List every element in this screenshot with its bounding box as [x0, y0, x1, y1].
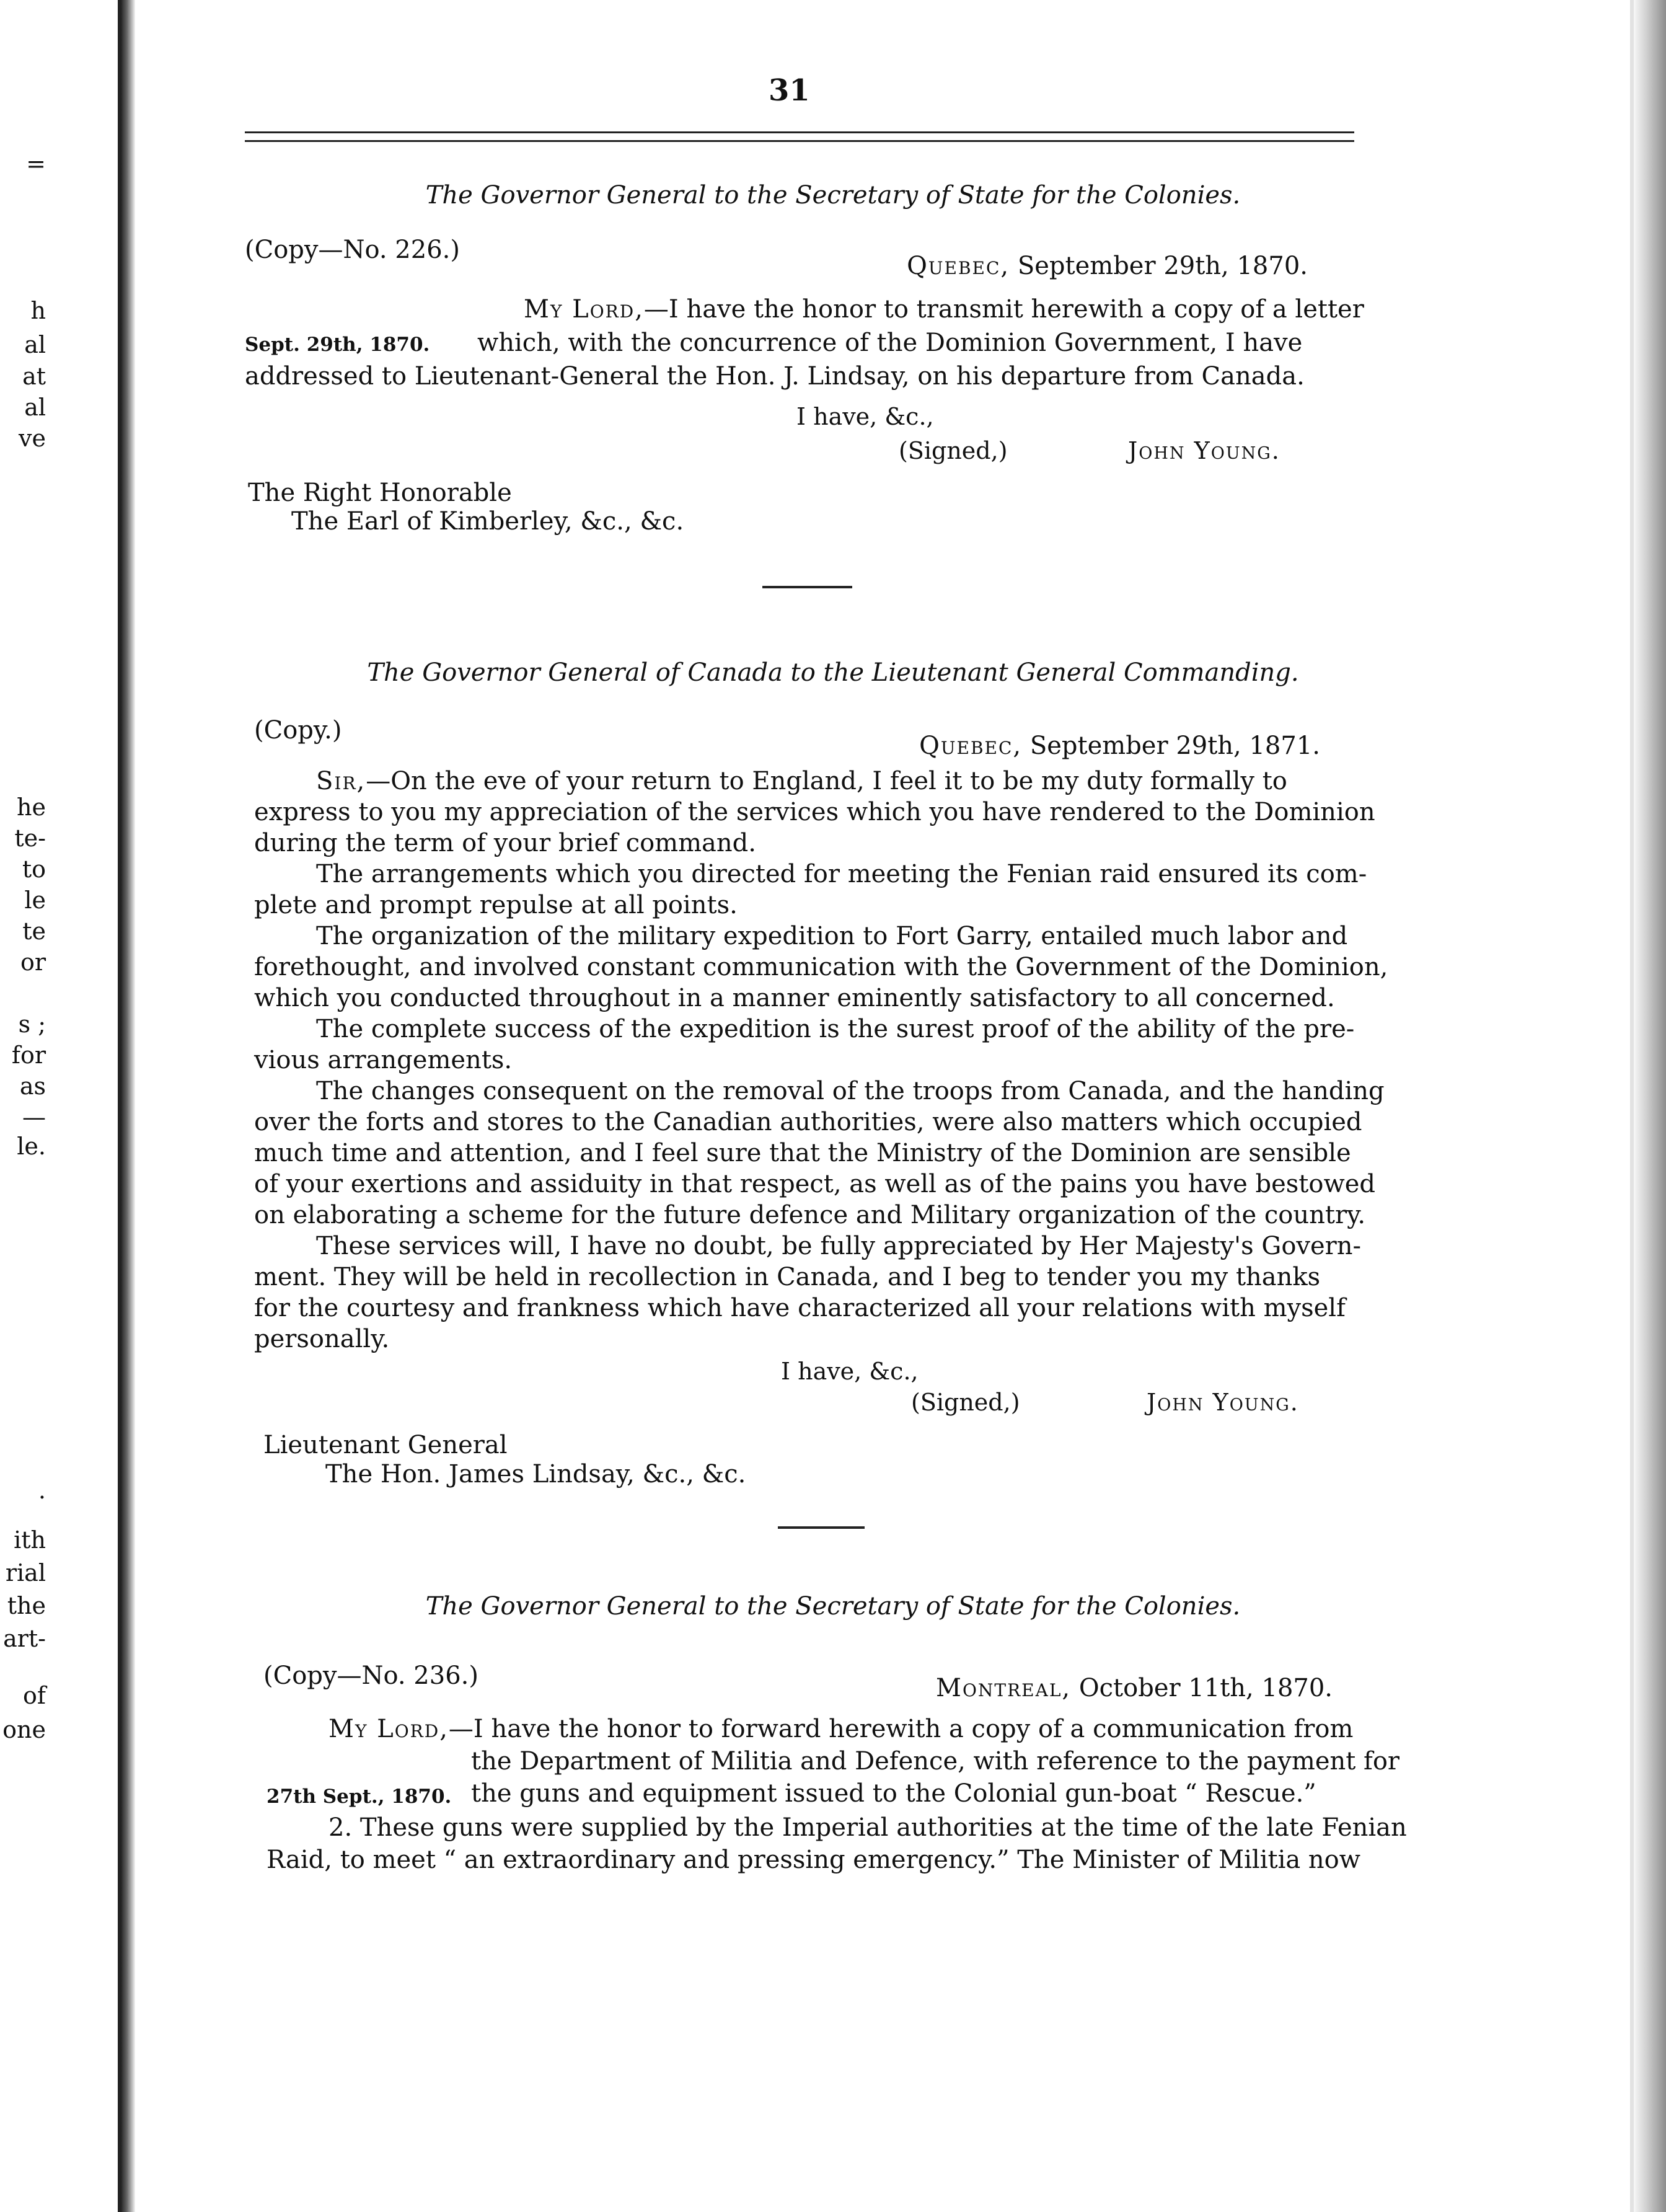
body-line: Raid, to meet “ an extraordinary and pressing emergency.” The Minister of Militia now [267, 1846, 1360, 1874]
body-line: 2. These guns were supplied by the Imperial authorities at the time of the late Fenian [328, 1813, 1407, 1842]
prev-fragment: al [24, 394, 46, 421]
dateline [855, 252, 1308, 280]
body-line [524, 295, 1364, 324]
date-text: September 29th, 1871. [1029, 732, 1320, 760]
body-line: plete and prompt repulse at all points. [254, 891, 738, 919]
letter-heading: The Governor General to the Secretary of State for the Colonies. [425, 1592, 1241, 1621]
body-line: much time and attention, and I feel sure that the Ministry of the Dominion are sensible [254, 1139, 1351, 1167]
body-line: for the courtesy and frankness which have characterized all your relations with myself [254, 1294, 1346, 1322]
body-line: the Department of Militia and Defence, with reference to the payment for [471, 1747, 1400, 1776]
prev-fragment: for [11, 1042, 46, 1069]
prev-fragment: one [2, 1716, 46, 1743]
prev-fragment: te- [14, 825, 46, 852]
page-number: 31 [769, 73, 810, 108]
copy-label: (Copy.) [254, 716, 342, 745]
body-line: of your exertions and assiduity in that respect, as well as of the pains you have bestowed [254, 1170, 1375, 1198]
body-text: —I have the honor to forward herewith a copy of a communication from [448, 1715, 1354, 1743]
prev-fragment: to [22, 856, 46, 883]
body-text: —I have the honor to transmit herewith a copy of a letter [643, 295, 1364, 324]
prev-fragment: = [26, 150, 46, 177]
date-place: Montreal, [936, 1674, 1072, 1702]
addressee: The Earl of Kimberley, &c., &c. [291, 507, 684, 536]
letter-heading: The Governor General to the Secretary of State for the Colonies. [425, 181, 1241, 210]
prev-fragment: . [38, 1477, 46, 1504]
prev-fragment: te [22, 918, 46, 945]
margin-note: 27th Sept., 1870. [267, 1785, 452, 1808]
body-line: The complete success of the expedition is the surest proof of the ability of the pre- [316, 1015, 1355, 1043]
body-line: forethought, and involved constant communication with the Government of the Dominion, [254, 953, 1388, 981]
prev-fragment: as [19, 1073, 46, 1100]
addressee: Lieutenant General [263, 1431, 508, 1459]
header-rule [245, 131, 1354, 133]
signed-label: (Signed,) [899, 437, 1008, 464]
header-rule [245, 140, 1354, 142]
date-place: Quebec, [919, 732, 1023, 760]
body-line: vious arrangements. [254, 1046, 513, 1074]
prev-fragment: or [20, 949, 46, 976]
body-line: These services will, I have no doubt, be fully appreciated by Her Majesty's Govern- [316, 1232, 1362, 1260]
copy-label: (Copy—No. 226.) [245, 236, 460, 264]
body-line: The arrangements which you directed for meeting the Fenian raid ensured its com- [316, 860, 1367, 888]
prev-fragment: al [24, 331, 46, 358]
closing: I have, &c., [796, 403, 934, 430]
body-line: The organization of the military expedition to Fort Garry, entailed much labor and [316, 922, 1348, 950]
body-line: on elaborating a scheme for the future defence and Military organization of the country. [254, 1201, 1366, 1229]
body-line [316, 767, 1287, 795]
body-line: which, with the concurrence of the Dominion Government, I have [477, 329, 1303, 357]
margin-note: Sept. 29th, 1870. [245, 334, 430, 356]
prev-fragment: of [23, 1682, 46, 1709]
addressee: The Right Honorable [248, 479, 512, 507]
body-line: addressed to Lieutenant-General the Hon. J. Lindsay, on his departure from Canada. [245, 362, 1305, 391]
closing: I have, &c., [781, 1358, 919, 1385]
copy-label: (Copy—No. 236.) [263, 1661, 478, 1690]
salutation: My Lord, [328, 1715, 449, 1743]
page-fold-shadow [121, 0, 135, 2212]
body-line: over the forts and stores to the Canadian authorities, were also matters which occupied [254, 1108, 1362, 1136]
prev-fragment: ve [19, 425, 46, 452]
body-text: —On the eve of your return to England, I feel it to be my duty formally to [366, 767, 1287, 795]
body-line: ment. They will be held in recollection in Canada, and I beg to tender you my thanks [254, 1263, 1321, 1291]
prev-fragment: — [22, 1104, 46, 1131]
prev-fragment: le [24, 887, 46, 914]
prev-fragment: s ; [18, 1011, 46, 1038]
date-text: October 11th, 1870. [1078, 1674, 1333, 1702]
date-text: September 29th, 1870. [1017, 252, 1308, 280]
prev-fragment: the [7, 1592, 46, 1619]
signature: John Young. [1147, 1389, 1299, 1416]
salutation: Sir, [316, 767, 366, 795]
section-divider [762, 586, 852, 588]
prev-fragment: art- [3, 1625, 46, 1652]
date-place: Quebec, [907, 252, 1010, 280]
signature: John Young. [1128, 437, 1280, 464]
body-line: the guns and equipment issued to the Colonial gun-boat “ Rescue.” [471, 1779, 1316, 1808]
signed-label: (Signed,) [911, 1389, 1020, 1416]
salutation: My Lord, [524, 295, 644, 324]
dateline [855, 732, 1320, 760]
body-line: personally. [254, 1325, 390, 1353]
prev-fragment: at [22, 363, 46, 390]
prev-fragment: rial [5, 1559, 46, 1586]
body-line: during the term of your brief command. [254, 829, 756, 857]
body-line: The changes consequent on the removal of the troops from Canada, and the handing [316, 1077, 1385, 1105]
prev-fragment: le. [17, 1133, 46, 1160]
body-line: express to you my appreciation of the services which you have rendered to the Dominion [254, 798, 1375, 826]
addressee: The Hon. James Lindsay, &c., &c. [325, 1460, 746, 1489]
letter-heading: The Governor General of Canada to the Lieutenant General Commanding. [367, 658, 1299, 687]
prev-fragment: he [17, 794, 46, 821]
section-divider [778, 1526, 865, 1529]
prev-fragment: h [30, 297, 46, 324]
page-right-edge [1634, 0, 1666, 2212]
dateline [855, 1674, 1333, 1702]
body-line [328, 1715, 1353, 1743]
prev-fragment: ith [14, 1526, 46, 1554]
body-line: which you conducted throughout in a manner eminently satisfactory to all concerned. [254, 984, 1335, 1012]
